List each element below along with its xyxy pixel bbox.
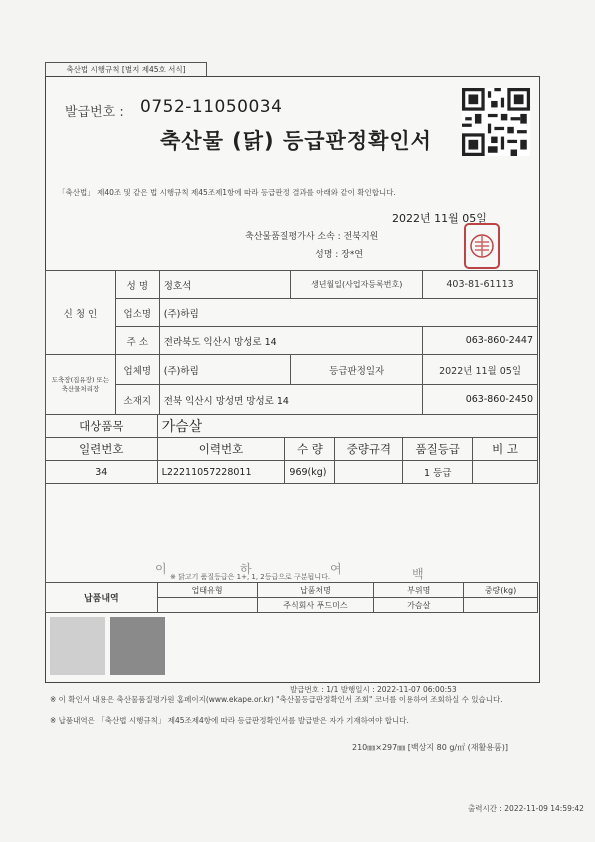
form-number-tag: 축산법 시행규칙 [별지 제45호 서식] — [45, 62, 207, 78]
blank-rows-area — [45, 460, 540, 582]
applicant-table — [45, 270, 538, 415]
delivery-label: 납품내역 — [46, 583, 158, 613]
blank-mark-1: 이 — [155, 562, 167, 576]
cert-number: 0752-11050034 — [140, 97, 283, 117]
paper-size: 210㎜×297㎜ [백상지 80 g/㎡ (재활용품)] — [352, 743, 508, 752]
issue-date: 2022년 11월 05일 — [392, 212, 487, 225]
official-seal-icon — [463, 222, 501, 270]
grading-date-label: 등급판정일자 — [291, 355, 423, 385]
legal-statement: 「축산법」 제40조 및 같은 법 시행규칙 제45조제1항에 따라 등급판정 결과를 아래와 같이 확인합니다. — [58, 188, 396, 197]
delivery-col-weight: 중량(kg) — [464, 583, 538, 598]
row-serial: 34 — [46, 461, 158, 484]
blank-mark-4: 백 — [412, 567, 424, 581]
delivery-weight — [464, 598, 538, 613]
stamp-placeholder-right — [110, 617, 165, 675]
col-grade: 품질등급 — [403, 438, 473, 461]
grading-date: 2022년 11월 05일 — [423, 355, 538, 385]
applicant-phone: 063-860-2447 — [423, 327, 538, 355]
name-label: 성 명 — [115, 271, 159, 299]
qr-code-icon — [462, 88, 530, 156]
col-quantity: 수 량 — [285, 438, 335, 461]
row-quantity: 969(kg) — [285, 461, 335, 484]
slaughter-location: 전북 익산시 망성면 망성로 14 — [159, 385, 422, 415]
col-trace-no: 이력번호 — [157, 438, 285, 461]
col-weight-spec: 중량규격 — [335, 438, 403, 461]
footnote-2: ※ 납품내역은 「축산법 시행규칙」 제45조제4항에 따라 등급판정확인서를 발급받은 자가 기재하여야 합니다. — [50, 716, 409, 725]
issued-info: 발급번호 : 1/1 발행일시 : 2022-11-07 06:00:53 — [290, 685, 457, 694]
slaughter-phone: 063-860-2450 — [423, 385, 538, 415]
delivery-col-type: 업태유형 — [157, 583, 257, 598]
address-label: 주 소 — [115, 327, 159, 355]
company-label: 업소명 — [115, 299, 159, 327]
applicant-address: 전라북도 익산시 망성로 14 — [159, 327, 422, 355]
location-label: 소재지 — [115, 385, 159, 415]
grader-organization: 축산물품질평가사 소속 : 전북지원 — [245, 232, 379, 242]
col-remark: 비 고 — [473, 438, 538, 461]
row-trace-no: L22211057228011 — [157, 461, 285, 484]
document-title: 축산물 (닭) 등급판정확인서 — [160, 129, 432, 153]
slaughter-company-label: 업체명 — [115, 355, 159, 385]
grader-name: 성명 : 장*연 — [315, 250, 364, 260]
stamp-placeholder-left — [50, 617, 105, 675]
delivery-col-part: 부위명 — [374, 583, 464, 598]
reg-number-label: 생년월일(사업자등록번호) — [291, 271, 423, 299]
delivery-recipient: 주식회사 푸드미스 — [257, 598, 374, 613]
footnote-1: ※ 이 확인서 내용은 축산물품질평가원 홈페이지(www.ekape.or.kr) "축산물등급판정확인서 조회" 코너를 이용하여 조회하실 수 있습니다. — [50, 695, 503, 704]
applicant-name: 정호석 — [159, 271, 291, 299]
reg-number: 403-81-61113 — [423, 271, 538, 299]
slaughter-company: (주)하림 — [159, 355, 291, 385]
col-serial: 일련번호 — [46, 438, 158, 461]
blank-mark-2: 하 — [240, 562, 252, 576]
product-value: 가슴살 — [157, 415, 537, 438]
delivery-part: 가슴살 — [374, 598, 464, 613]
product-label: 대상품목 — [46, 415, 158, 438]
grade-note: ※ 닭고기 품질등급은 1+, 1, 2등급으로 구분됩니다. — [170, 573, 331, 581]
applicant-section-label: 신 청 인 — [46, 271, 116, 355]
slaughterhouse-section-label: 도축장(집유장) 또는 축산물처리장 — [46, 355, 116, 415]
blank-mark-3: 여 — [330, 562, 342, 576]
delivery-type — [157, 598, 257, 613]
delivery-col-recipient: 납품처명 — [257, 583, 374, 598]
cert-number-label: 발급번호 : — [65, 105, 124, 120]
row-grade: 1 등급 — [403, 461, 473, 484]
applicant-company: (주)하림 — [159, 299, 537, 327]
print-time: 출력시간 : 2022-11-09 14:59:42 — [468, 804, 584, 813]
delivery-table — [45, 582, 538, 613]
